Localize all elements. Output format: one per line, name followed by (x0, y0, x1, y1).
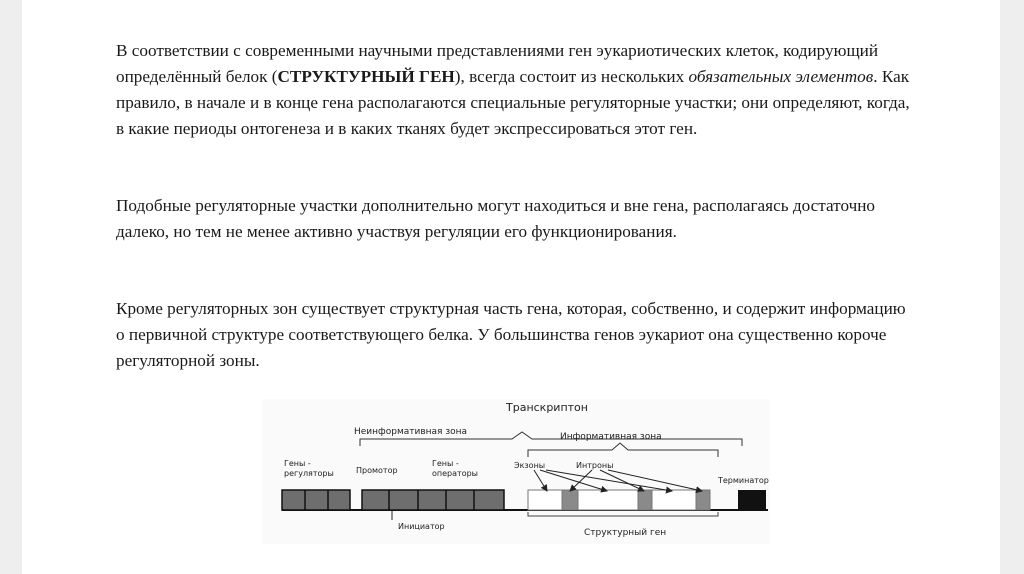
paragraph1-text-c: . Как правило, в начале и в конце гена располагаются специальные регуляторные участки; они определяют, когда, в какие периоды онтогенеза и в каких тканях будет экспрессироваться этот ген. (116, 67, 910, 138)
exon-arrow-1 (534, 470, 547, 491)
intron-3 (696, 490, 710, 510)
regulator-genes-label-1: Гены - (284, 459, 311, 468)
info-zone-brace (528, 443, 718, 457)
mandatory-elements-term: обязательных элементов (688, 67, 874, 86)
initiator-label: Инициатор (398, 522, 445, 531)
structural-gene-label: Структурный ген (584, 528, 667, 538)
gene-diagram-svg (262, 399, 770, 544)
transcripton-label: Транскриптон (506, 401, 588, 414)
exon-3 (652, 490, 696, 510)
introns-label: Интроны (576, 461, 614, 470)
terminator-block (738, 490, 766, 510)
paragraph-regulatory-regions: Подобные регуляторные участки дополнительно могут находиться и вне гена, располагаясь достаточно далеко, но тем не менее активно участвуя регуляции его функционирования. (116, 196, 876, 241)
paragraph1-text-a: В соответствии с современными научными представлениями ген эукариотических клеток, кодирующий определённый белок ( (116, 41, 879, 86)
slide (22, 0, 1000, 574)
intron-2 (638, 490, 652, 510)
paragraph-structural-gene (116, 38, 916, 142)
info-zone-label: Информативная зона (560, 432, 662, 442)
gene-structure-diagram (262, 399, 770, 544)
regulator-genes-block (282, 490, 350, 510)
terminator-label: Терминатор (718, 476, 769, 485)
regulator-genes-label-2: регуляторы (284, 469, 334, 478)
intron-1 (562, 490, 578, 510)
promoter-operators-block (362, 490, 504, 510)
exons-label: Экзоны (514, 461, 546, 470)
paragraph-structural-part: Кроме регуляторных зон существует структурная часть гена, которая, собственно, и содержит информацию о первичной структуре соответствующего белка. У большинства генов эукариот она существенно короче регуляторной зоны. (116, 299, 906, 370)
noninfo-zone-label: Неинформативная зона (354, 427, 468, 437)
operator-genes-label-2: операторы (432, 469, 478, 478)
exon-2 (578, 490, 638, 510)
paragraph1-text-b: ), всегда состоит из нескольких (454, 67, 689, 86)
promoter-label: Промотор (356, 466, 398, 475)
structural-gene-bracket (528, 512, 718, 516)
exon-1 (528, 490, 562, 510)
structural-gene-term: СТРУКТУРНЫЙ ГЕН (277, 67, 455, 86)
operator-genes-label-1: Гены - (432, 459, 459, 468)
